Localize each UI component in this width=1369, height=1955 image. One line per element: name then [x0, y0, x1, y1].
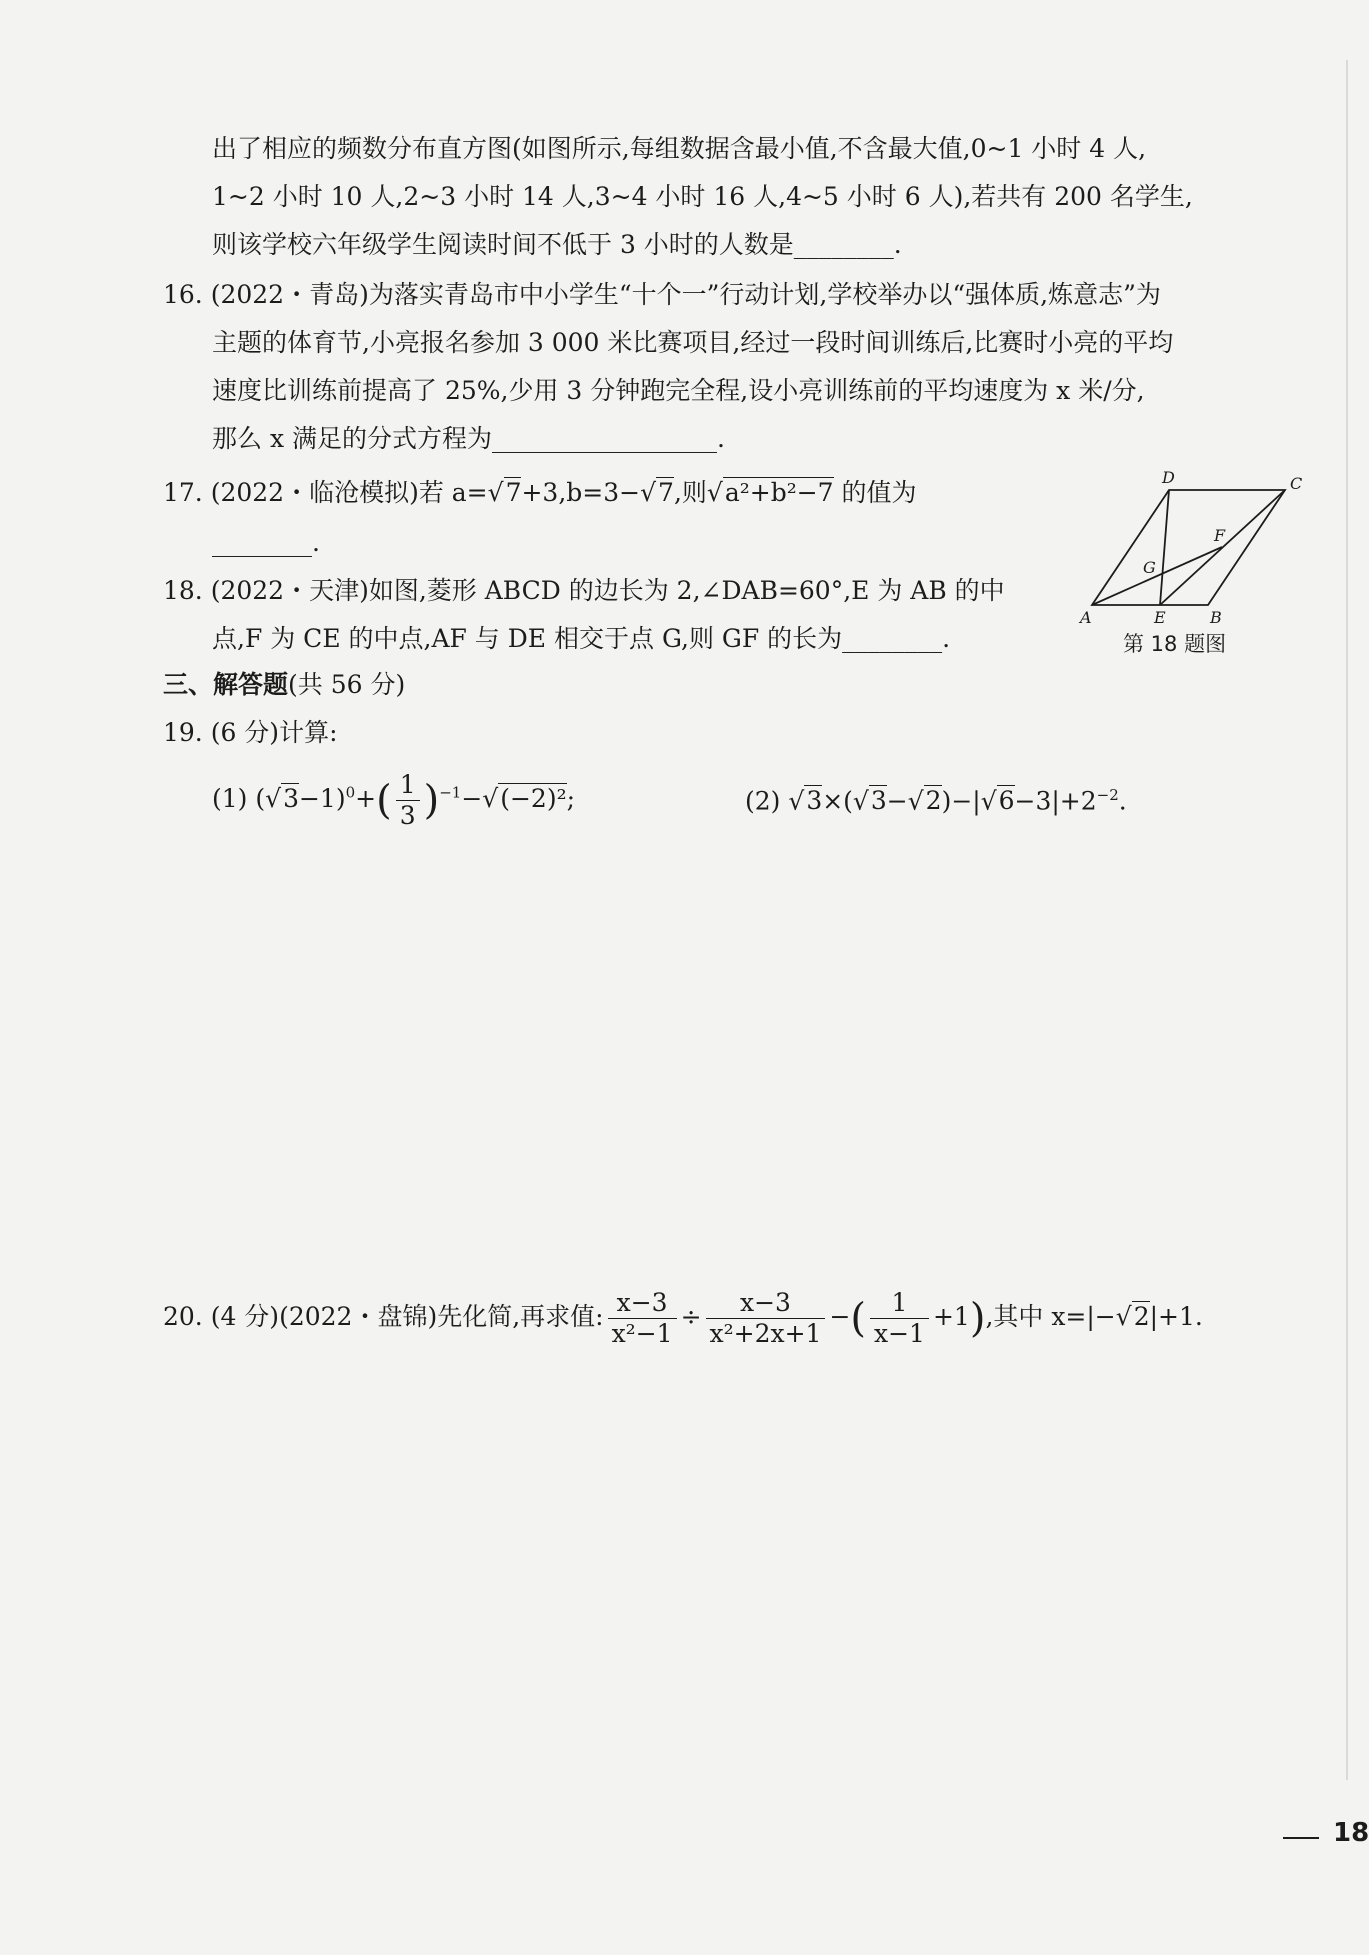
- q20-f3-num: 1: [870, 1288, 929, 1319]
- q19-p1-exp0: 0: [345, 783, 356, 802]
- q19-fraction: [396, 770, 420, 831]
- q16-line-4: 那么 x 满足的分式方程为__________________.: [212, 424, 725, 453]
- section-heading: [163, 668, 405, 702]
- q19-p2-sqrt3b: 3: [870, 786, 887, 816]
- label-c: C: [1290, 474, 1303, 493]
- q16-line-3: 速度比训练前提高了 25%,少用 3 分钟跑完全程,设小亮训练前的平均速度为 x 米/分,: [212, 376, 1145, 405]
- q19-p2-sqrt3a: 3: [806, 786, 823, 816]
- q17-mid-2: ,则: [673, 478, 707, 507]
- q20-fraction-1: [608, 1288, 677, 1349]
- q17-line-1: [163, 476, 917, 510]
- minus-sign: −: [886, 786, 908, 816]
- page-edge: [1346, 60, 1348, 1780]
- q20-prefix: 20. (4 分)(2022・盘锦)先化简,再求值:: [163, 1302, 604, 1331]
- q18-line-1: 18. (2022・天津)如图,菱形 ABCD 的边长为 2,∠DAB=60°,E 为 AB 的中: [163, 576, 1005, 605]
- q19-title: 19. (6 分)计算:: [163, 718, 338, 747]
- plus-sign: +: [355, 784, 377, 813]
- q19-p2-sqrt2: 2: [925, 786, 942, 816]
- q19-p1-sqrt3: 3: [283, 784, 299, 813]
- q17-radicand: a²+b²−7: [724, 478, 834, 507]
- minus-sign: −: [829, 1302, 851, 1331]
- q19-p1-b: −1): [298, 784, 346, 813]
- q19-p1-radicand: (−2)²: [500, 784, 567, 813]
- q16-line-1: 16. (2022・青岛)为落实青岛市中小学生“十个一”行动计划,学校举办以“强体质,炼意志”为: [163, 280, 1161, 309]
- q20-fraction-2: [706, 1288, 826, 1349]
- sqrt-symbol: √: [852, 786, 869, 816]
- q19-part2: [745, 786, 1127, 815]
- q19-p1-label: (1): [212, 784, 248, 813]
- q15-line-3: 则该学校六年级学生阅读时间不低于 3 小时的人数是________.: [212, 230, 902, 259]
- q17-prefix: 17. (2022・临沧模拟)若 a=: [163, 478, 488, 507]
- q19-frac-num: 1: [396, 770, 420, 801]
- sqrt-symbol: √: [1115, 1302, 1132, 1331]
- q18-line-2: 点,F 为 CE 的中点,AF 与 DE 相交于点 G,则 GF 的长为________.: [212, 624, 951, 653]
- rhombus-abcd: [1092, 490, 1285, 605]
- semicolon: ;: [566, 784, 576, 813]
- q17-blank: ________.: [212, 528, 320, 557]
- big-paren-open: (: [850, 1295, 867, 1342]
- sqrt-symbol: √: [487, 478, 504, 507]
- section-title: 三、解答题: [163, 670, 289, 699]
- q20-f1-num: x−3: [608, 1288, 677, 1319]
- q17-sqrt7-b: 7: [658, 478, 674, 507]
- q15-line-1: 出了相应的频数分布直方图(如图所示,每组数据含最小值,不含最大值,0~1 小时 4 人,: [212, 134, 1147, 163]
- label-e: E: [1154, 608, 1166, 627]
- label-g: G: [1143, 558, 1156, 577]
- q20-f2-den: x²+2x+1: [709, 1319, 822, 1348]
- section-points: (共 56 分): [288, 670, 406, 699]
- q17-suffix: 的值为: [833, 478, 917, 507]
- big-paren-close: ): [969, 1295, 986, 1342]
- paren-open: (: [255, 784, 266, 813]
- label-d: D: [1162, 468, 1175, 487]
- q20-condition: ,其中 x=|−: [985, 1302, 1116, 1331]
- q19-frac-den: 3: [399, 801, 416, 830]
- sqrt-symbol: √: [980, 786, 997, 816]
- sqrt-symbol: √: [706, 478, 723, 507]
- q19-p1-exp-neg1: −1: [439, 783, 462, 802]
- q15-line-2: 1~2 小时 10 人,2~3 小时 14 人,3~4 小时 16 人,4~5 小时 6 人),若共有 200 名学生,: [212, 182, 1193, 211]
- divide-sign: ÷: [680, 1302, 702, 1331]
- q19-p2-label: (2): [745, 786, 781, 816]
- label-f: F: [1214, 526, 1226, 545]
- sqrt-symbol: √: [640, 478, 657, 507]
- period: .: [1118, 786, 1127, 816]
- q20-f1-den: x²−1: [611, 1319, 673, 1348]
- sqrt-symbol: √: [907, 786, 924, 816]
- q20-f3-den: x−1: [874, 1319, 925, 1348]
- minus-sign: −: [461, 784, 483, 813]
- page-number: 18: [1333, 1818, 1369, 1848]
- q20-fraction-3: [870, 1288, 929, 1349]
- label-b: B: [1210, 608, 1222, 627]
- label-a: A: [1080, 608, 1092, 627]
- q20-line: [163, 1288, 1203, 1349]
- q17-sqrt7-a: 7: [505, 478, 522, 507]
- times-sign: ×(: [822, 786, 853, 816]
- q19-p2-exp: −2: [1096, 786, 1119, 804]
- q19-p2-sqrt6: 6: [998, 786, 1015, 816]
- segment-ec: [1160, 490, 1285, 605]
- q19-part1: [212, 770, 575, 831]
- big-paren-close: ): [423, 777, 440, 824]
- q20-f2-num: x−3: [706, 1288, 826, 1319]
- q20-condition-end: |+1.: [1149, 1302, 1203, 1331]
- rhombus-figure: [1080, 465, 1305, 630]
- q20-plus1: +1: [932, 1302, 970, 1331]
- sqrt-symbol: √: [482, 784, 499, 813]
- footer-dash: [1283, 1837, 1319, 1839]
- segment-de: [1160, 490, 1169, 605]
- sqrt-symbol: √: [788, 786, 805, 816]
- q17-mid-1: +3,b=3−: [521, 478, 641, 507]
- sqrt-symbol: √: [265, 784, 282, 813]
- q19-p2-end: −3|+2: [1014, 786, 1097, 816]
- q19-p2-mid: )−|: [941, 786, 981, 816]
- q20-sqrt2: 2: [1133, 1302, 1150, 1331]
- big-paren-open: (: [376, 777, 392, 824]
- q16-line-2: 主题的体育节,小亮报名参加 3 000 米比赛项目,经过一段时间训练后,比赛时小亮的平均: [212, 328, 1174, 357]
- figure-caption: 第 18 题图: [1123, 632, 1227, 656]
